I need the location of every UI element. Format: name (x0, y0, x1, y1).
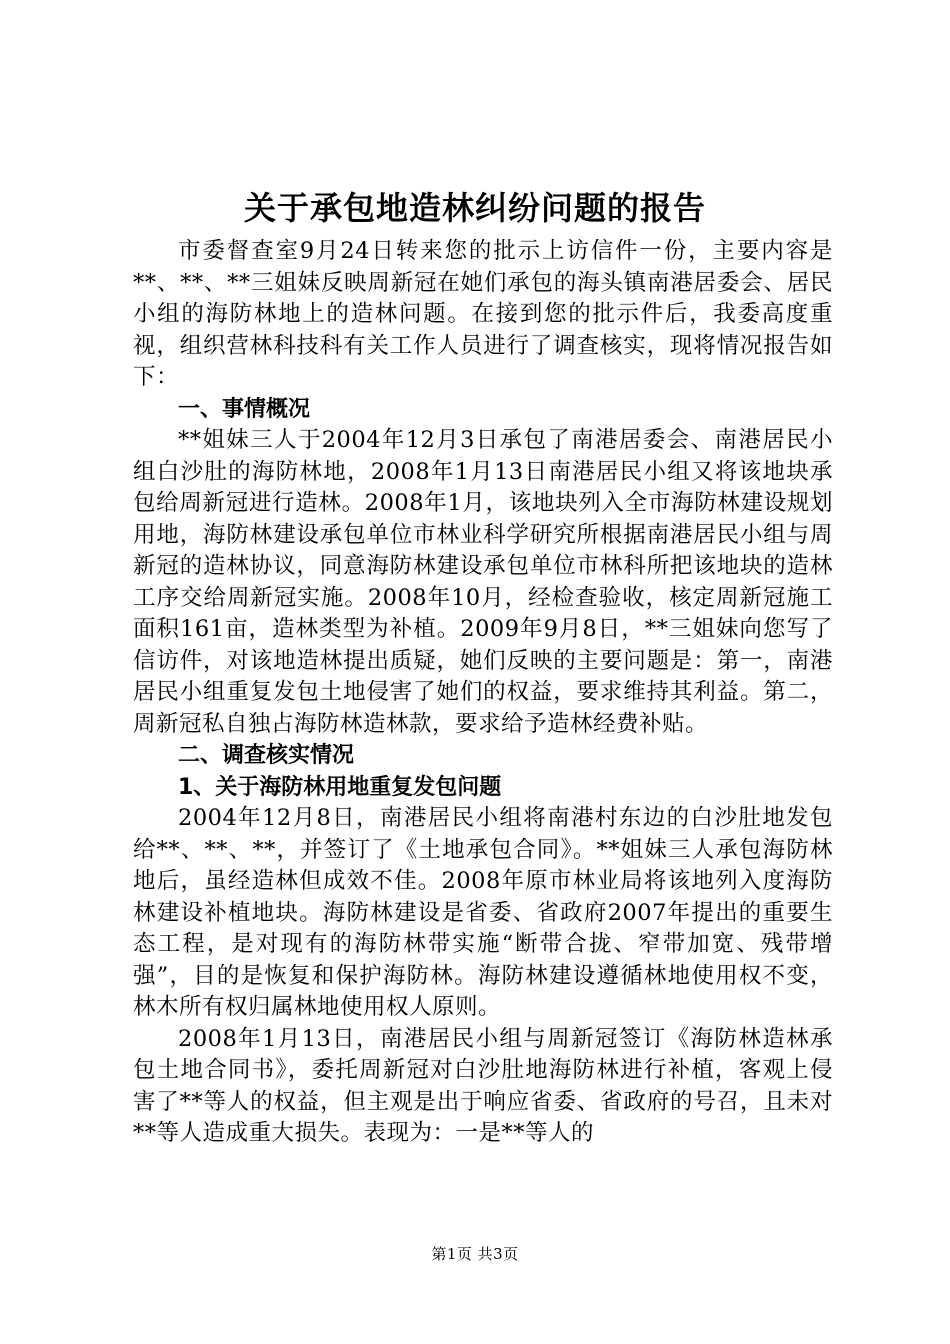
section-heading-investigation: 二、调查核实情况 (178, 743, 355, 768)
page-number-footer: 第1页 共3页 (431, 1245, 519, 1263)
document-body (133, 236, 833, 1150)
subsection-heading-repeat-contract: 1、关于海防林用地重复发包问题 (178, 774, 502, 800)
overview-paragraph: **姐妹三人于2004年12月3日承包了南港居委会、南港居民小组白沙肚的海防林地，2008年1月13日南港居民小组又将该地块承包给周新冠进行造林。2008年1月，该地块列入全市海防林建设规划用地，海防林建设承包单位市林业科学研究所根据南港居民小组与周新冠的造林协议，同意海防林建设承包单位市林科所把该地块的造林工序交给周新冠实施。2008年10月，经检查验收，核定周新冠施工面积161亩，造林类型为补植。2009年9月8日，**三姐妹向您写了信访件，对该地造林提出质疑，她们反映的主要问题是：第一，南港居民小组重复发包土地侵害了她们的权益，要求维持其利益。第二，周新冠私自独占海防林造林款，要求给予造林经费补贴。 (133, 427, 833, 737)
contract-2008-paragraph: 2008年1月13日，南港居民小组与周新冠签订《海防林造林承包土地合同书》，委托周新冠对白沙肚地海防林进行补植，客观上侵害了**等人的权益，但主观是出于响应省委、省政府的号召，且未对**等人造成重大损失。表现为：一是**等人的 (133, 1025, 833, 1146)
document-title: 关于承包地造林纠纷问题的报告 (243, 189, 706, 227)
repeat-contract-paragraph: 2004年12月8日，南港居民小组将南港村东边的白沙肚地发包给**、**、**，并签订了《土地承包合同》。**姐妹三人承包海防林地后，虽经造林但成效不佳。2008年原市林业局将该地列入度海防林建设补植地块。海防林建设是省委、省政府2007年提出的重要生态工程，是对现有的海防林带实施“断带合拢、窄带加宽、残带增强”，目的是恢复和保护海防林。海防林建设遵循林地使用权不变，林木所有权归属林地使用权人原则。 (133, 805, 833, 1020)
section-heading-overview: 一、事情概况 (178, 396, 311, 422)
intro-paragraph: 市委督查室9月24日转来您的批示上访信件一份，主要内容是**、**、**三姐妹反映周新冠在她们承包的海头镇南港居委会、居民小组的海防林地上的造林问题。在接到您的批示件后，我委高度重视，组织营林科技科有关工作人员进行了调查核实，现将情况报告如下： (133, 238, 833, 390)
